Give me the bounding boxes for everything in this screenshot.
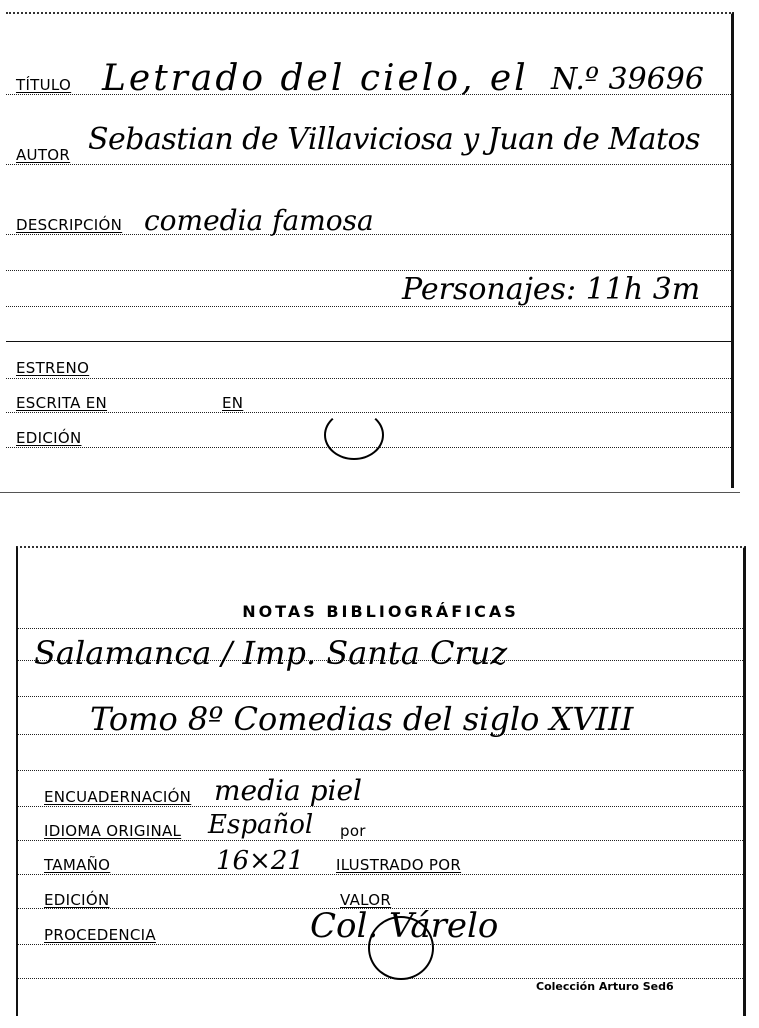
idioma-label: IDIOMA ORIGINAL	[44, 822, 182, 840]
coleccion-footer: Colección Arturo Sed6	[536, 980, 674, 993]
procedencia-value: Col. Várelo	[310, 906, 499, 946]
catalog-number: N.º 39696	[551, 62, 704, 97]
titulo-label: TÍTULO	[16, 76, 72, 94]
notas-heading: NOTAS BIBLIOGRÁFICAS	[242, 602, 519, 621]
valor-label: VALOR	[340, 891, 392, 909]
rule-autor	[6, 164, 731, 165]
titulo-value: Letrado del cielo, el	[102, 58, 529, 99]
rule-blank-1	[6, 270, 731, 271]
catalog-card-bottom	[16, 546, 746, 1016]
rule-notas-3	[18, 696, 743, 697]
procedencia-label: PROCEDENCIA	[44, 926, 156, 944]
escrita-label: ESCRITA EN	[16, 394, 108, 412]
rule-blank-3	[6, 341, 731, 342]
edicion-label-top: EDICIÓN	[16, 429, 82, 447]
tamano-value: 16×21	[216, 846, 304, 876]
tamano-label: TAMAÑO	[44, 856, 111, 874]
ink-stamp-mark	[324, 410, 384, 460]
por-label: por	[340, 822, 366, 840]
rule-notas-5	[18, 770, 743, 771]
round-stamp	[368, 916, 434, 980]
rule-encuadernacion	[18, 806, 743, 807]
personajes-note: Personajes: 11h 3m	[402, 272, 701, 307]
nota-line-2: Tomo 8º Comedias del siglo XVIII	[90, 700, 634, 738]
rule-estreno	[6, 378, 731, 379]
encuadernacion-value: media piel	[214, 774, 362, 807]
nota-line-1: Salamanca / Imp. Santa Cruz	[34, 634, 508, 672]
autor-value: Sebastian de Villaviciosa y Juan de Matos	[88, 122, 700, 157]
descripcion-value: comedia famosa	[144, 204, 374, 237]
descripcion-label: DESCRIPCIÓN	[16, 216, 123, 234]
rule-notas-1	[18, 628, 743, 629]
edicion-label-bottom: EDICIÓN	[44, 891, 110, 909]
rule-blank-bottom	[18, 978, 743, 979]
ilustrado-label: ILUSTRADO POR	[336, 856, 462, 874]
estreno-label: ESTRENO	[16, 359, 90, 377]
encuadernacion-label: ENCUADERNACIÓN	[44, 788, 192, 806]
rule-idioma	[18, 840, 743, 841]
idioma-value: Español	[208, 810, 314, 840]
en-label: EN	[222, 394, 244, 412]
autor-label: AUTOR	[16, 146, 71, 164]
rule-tamano	[18, 874, 743, 875]
card-separator	[0, 492, 740, 493]
catalog-card-top	[6, 12, 734, 488]
